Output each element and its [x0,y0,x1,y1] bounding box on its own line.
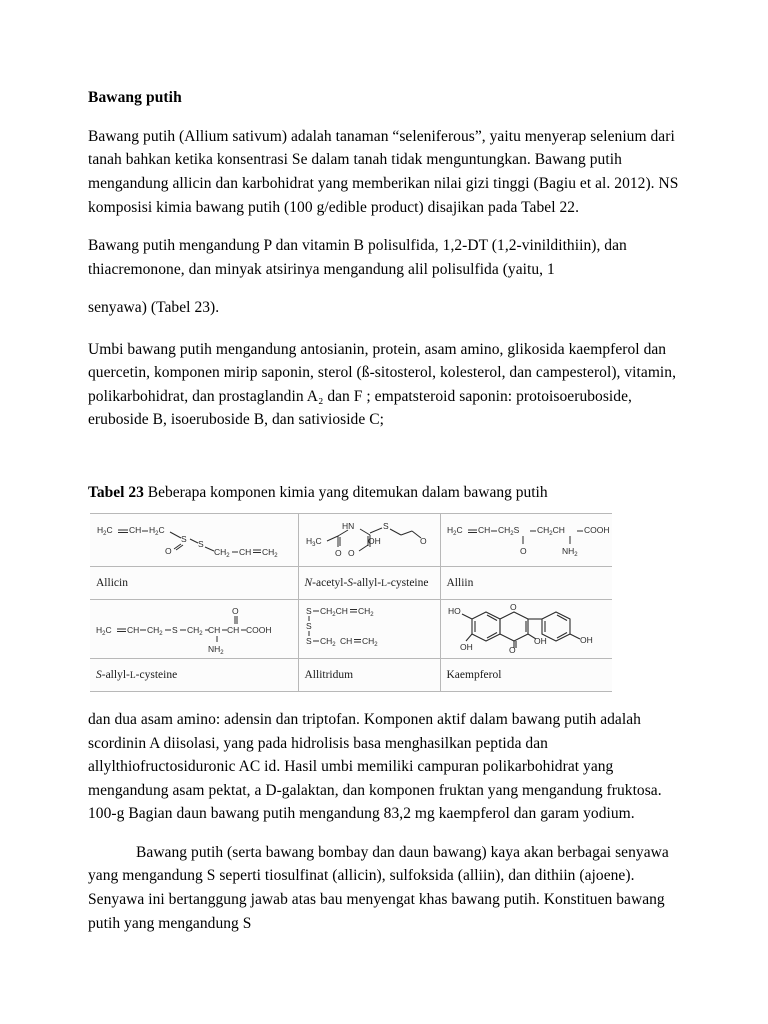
allitridum-structure-icon [304,603,436,655]
page-title: Bawang putih [88,89,182,106]
svg-text:H2C: $H_2C$ [96,625,112,638]
table-caption-text: Beberapa komponen kimia yang ditemukan dalam bawang putih [143,483,548,501]
name-part-s2: S [96,668,102,681]
svg-text:CH: CH [227,625,240,636]
table-row-names-2 [90,659,612,692]
svg-text:NH2: $NH_2$ [561,546,578,559]
svg-text:CH: CH [339,636,352,647]
table-row-structures-1 [90,514,612,567]
svg-text:H3C: $H_3C$ [305,536,322,549]
kaempferol-structure-icon [446,603,610,655]
alliin-structure-icon [446,518,610,562]
svg-text:CH2: $CH_2$ [187,625,203,638]
name-part-l: L [381,578,387,589]
svg-text:O: O [232,606,239,617]
name-part-allyl: -allyl- [353,576,382,589]
paragraph-2: Bawang putih mengandung P dan vitamin B polisulfida, 1,2-DT (1,2-vinildithiin), dan thiacremonone, dan minyak atsirinya mengandung alil polisulfida (yaitu, 1 [88,237,627,278]
cell-name-allicin: Allicin [90,567,298,600]
svg-text:CH2S: $CH_2S$ [497,525,519,538]
cell-name-alliin: Alliin [440,567,612,600]
table-row-names-1 [90,567,612,600]
name-part-acetyl: -acetyl- [312,576,348,589]
svg-text:CH: CH [477,525,490,536]
name-part-s: S [347,576,354,589]
cell-name-s-allyl-l-cysteine [90,659,298,692]
svg-text:OH: OH [459,642,473,653]
cell-structure-allicin [90,514,298,567]
document-content [88,88,682,950]
svg-text:S: S [181,534,187,545]
svg-text:COOH: COOH [246,625,272,636]
svg-text:OH: OH [533,636,547,647]
svg-text:O: O [509,603,517,613]
svg-text:H2C: $H_2C$ [149,525,165,538]
paragraph-5: dan dua asam amino: adensin dan triptofan. Komponen aktif dalam bawang putih adalah scordinin A diisolasi, yang pada hidrolisis basa menghasilkan peptida dan allylthiofructosiduronic AC id. Hasil umbi memiliki campuran polikarbohidrat yang mengandung asam pektat, a D-galaktan, dan komponen fruktan yang mengandung fruktosa. 100-g Bagian daun bawang putih mengandung 83,2 mg kaempferol dan garam yodium. [88,711,662,823]
svg-text:NH2: $NH_2$ [208,644,224,656]
paragraph-1: Bawang putih (Allium sativum) adalah tanaman “seleniferous”, yaitu menyerap selenium dari tanah bahkan ketika konsentrasi Se dalam tanah tidak menguntungkan. Bawang putih mengandung allicin dan karbohidrat yang memberikan nilai gizi tinggi (Bagiu et al. 2012). NS komposisi kimia bawang putih (100 g/edible product) disajikan pada Tabel 22. [88,127,679,216]
paragraph-4: Umbi bawang putih mengandung antosianin, protein, asam amino, glikosida kaempferol dan quercetin, komponen mirip saponin, sterol (ß-sitosterol, kolesterol, dan campesterol), vitamin, polikarbohidrat, dan prostaglandin A₂ dan F ; empatsteroid saponin: protoisoeruboside, eruboside B, isoeruboside B, dan sativioside C; [88,340,677,429]
table-row-structures-2 [90,600,612,659]
svg-text:O: O [347,548,355,559]
svg-text:CH2: $CH_2$ [319,636,336,649]
svg-text:O: O [508,645,516,656]
svg-text:S: S [172,625,178,636]
cell-name-kaempferol: Kaempferol [440,659,612,692]
svg-text:S: S [305,606,312,617]
svg-text:CH2CH: $CH_2CH$ [319,606,348,619]
svg-text:O: O [419,536,427,547]
n-acetyl-s-allyl-l-cysteine-structure-icon [304,518,436,562]
svg-text:S: S [305,636,312,647]
svg-text:CH2CH: $CH_2CH$ [536,525,565,538]
spacer-after-table [88,692,682,708]
svg-text:CH: CH [127,625,140,636]
svg-text:COOH: COOH [583,525,609,536]
svg-text:HN: HN [341,521,354,532]
name-part-l2: L [129,670,136,681]
cell-structure-n-acetyl-s-allyl-l-cysteine [298,514,440,567]
name-part-allyl2: -allyl- [101,668,130,681]
svg-text:H2C: $H_2C$ [97,525,113,538]
spacer-before-table [88,447,682,481]
table-caption-label: Tabel 23 [88,483,144,501]
cell-name-n-acetyl-s-allyl-l-cysteine [298,567,440,600]
name-part-cysteine2: -cysteine [135,668,178,681]
s-allyl-l-cysteine-structure-icon [95,603,291,655]
cell-structure-s-allyl-l-cysteine [90,600,298,659]
svg-text:CH: CH [208,625,221,636]
svg-text:S: S [198,539,204,550]
svg-text:S: S [305,621,312,632]
svg-text:OH: OH [579,635,593,646]
cell-structure-alliin [440,514,612,567]
name-part-n: N [304,576,313,589]
svg-text:CH: CH [239,547,252,558]
name-part-cysteine: -cysteine [386,576,429,589]
svg-text:HO: HO [447,606,461,617]
svg-text:O: O [519,546,527,557]
svg-text:CH2: $CH_2$ [214,547,230,560]
svg-text:CH2: $CH_2$ [262,547,278,560]
svg-text:CH: CH [129,525,142,536]
cell-structure-kaempferol [440,600,612,659]
chemical-components-table [90,513,612,692]
svg-text:CH2: $CH_2$ [361,636,378,649]
cell-name-allitridum: Allitridum [298,659,440,692]
cell-structure-allitridum [298,600,440,659]
svg-text:H2C: $H_2C$ [446,525,463,538]
svg-text:CH2: $CH_2$ [357,606,374,619]
paragraph-3: senyawa) (Tabel 23). [88,299,220,317]
paragraph-6: Bawang putih (serta bawang bombay dan daun bawang) kaya akan berbagai senyawa yang mengandung S seperti tiosulfinat (allicin), sulfoksida (alliin), dan dithiin (ajoene). Senyawa ini bertanggung jawab atas bau menyengat khas bawang putih. Konstituen bawang putih yang mengandung S [88,843,669,932]
svg-text:OH: OH [367,536,381,547]
svg-text:O: O [165,546,172,557]
svg-text:S: S [382,521,389,532]
allicin-structure-icon [95,518,291,562]
svg-text:CH2: $CH_2$ [147,625,163,638]
table-caption [88,481,682,504]
svg-text:O: O [334,548,342,559]
